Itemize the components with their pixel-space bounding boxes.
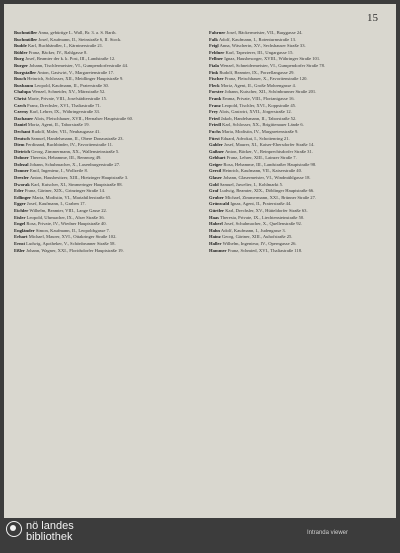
entry-name: Fahrner bbox=[209, 30, 226, 35]
entry-name: Hammer bbox=[209, 247, 227, 253]
entry-name: Dworak bbox=[14, 181, 30, 187]
entry-text: Moriz, Agent, II., Große Mohrengasse 4. bbox=[220, 82, 296, 88]
entry-name: Dobner bbox=[14, 155, 29, 161]
entry-text: Josef, Kaufmann, II., Steinstraße 6, II. Stock. bbox=[38, 36, 122, 42]
viewer-label: Intranda viewer bbox=[306, 530, 348, 536]
entry-text: Anton, Bäcker, V., Reinprechtsdorfer Straße 31. bbox=[224, 148, 313, 154]
entry-name: Graf bbox=[209, 188, 219, 194]
directory-entry bbox=[14, 208, 184, 214]
entry-text: Leopold, Uhrmacher, IX., Alser Straße 36. bbox=[26, 214, 105, 220]
entry-name: Gerstl bbox=[209, 168, 222, 174]
entry-text: Heinrich, Schlosser, XII., Meidlinger Hauptstraße 9. bbox=[27, 76, 124, 82]
entry-name: Egger bbox=[14, 201, 26, 207]
entry-text: Franz, Gärtner, XIX., Grinzinger Straße 14. bbox=[24, 188, 106, 194]
left-column bbox=[14, 30, 184, 254]
entry-text: Georg, Gärtner, XIII., Auhofstraße 25. bbox=[221, 234, 293, 240]
entry-text: Michael, Maurer, XVI., Ottakringer Straße 102. bbox=[28, 234, 117, 240]
directory-entry bbox=[209, 182, 379, 188]
entry-name: Geiger bbox=[209, 161, 223, 167]
directory-entry bbox=[14, 182, 184, 188]
directory-entry bbox=[14, 201, 184, 207]
entry-name: Budde bbox=[14, 43, 27, 49]
directory-entry bbox=[209, 248, 379, 254]
entry-name: Burgstaller bbox=[14, 69, 37, 75]
directory-entry bbox=[14, 149, 184, 155]
directory-entry bbox=[14, 175, 184, 181]
entry-name: Fischer bbox=[209, 76, 224, 82]
directory-entry bbox=[209, 215, 379, 221]
directory-entry bbox=[209, 43, 379, 49]
directory-entry bbox=[209, 70, 379, 76]
directory-entry bbox=[14, 63, 184, 69]
directory-entry bbox=[209, 142, 379, 148]
entry-name: Buchmüller bbox=[14, 30, 38, 35]
entry-text: Franz, Schmied, XVI., Thaliastraße 118. bbox=[227, 247, 303, 253]
entry-name: Buxbaum bbox=[14, 82, 34, 88]
directory-entry bbox=[14, 96, 184, 102]
directory-entry bbox=[14, 116, 184, 122]
entry-text: Johann, Tischlermeister, VI., Gumpendorferstraße 44. bbox=[29, 62, 129, 68]
entry-text: Johann, Kutscher, XII., Schönbrunner Straße 201. bbox=[224, 89, 317, 95]
entry-text: Alois, Fleischhauer, XVII., Hernalser Hauptstraße 60. bbox=[34, 115, 134, 121]
directory-entry bbox=[209, 109, 379, 115]
directory-entry bbox=[209, 155, 379, 161]
directory-entry bbox=[14, 76, 184, 82]
entry-name: Eßler bbox=[14, 247, 25, 253]
entry-text: Ignaz, Hausbesorger, XVIII., Währinger Straße 101. bbox=[224, 56, 321, 62]
directory-entry bbox=[209, 136, 379, 142]
directory-entry bbox=[209, 116, 379, 122]
entry-name: Czech bbox=[14, 102, 26, 108]
entry-text: Wenzel, Schneider, XV., Märzstraße 52. bbox=[31, 89, 106, 95]
directory-entry bbox=[14, 241, 184, 247]
directory-entry bbox=[209, 122, 379, 128]
entry-text: Wenzel, Schneidermeister, VI., Gumpendorfer Straße 78. bbox=[220, 62, 326, 68]
entry-name: Engel bbox=[14, 221, 26, 227]
entry-text: Adolf, Kaufmann, I., Rotenturmstraße 13. bbox=[218, 36, 297, 42]
entry-text: Josef, Kaufmann, I., Graben 17. bbox=[26, 201, 86, 207]
directory-entry bbox=[14, 30, 184, 36]
entry-text: Leopold, Kaufmann, II., Praterstraße 30. bbox=[34, 82, 109, 88]
entry-name: Grünwald bbox=[209, 201, 230, 207]
entry-name: Edlinger bbox=[14, 194, 32, 200]
directory-entry bbox=[14, 70, 184, 76]
directory-entry bbox=[209, 175, 379, 181]
entry-name: Gürtler bbox=[209, 208, 225, 214]
directory-entry bbox=[209, 195, 379, 201]
entry-name: Drexler bbox=[14, 175, 29, 181]
directory-entry bbox=[209, 162, 379, 168]
entry-text: Karl, Lehrer, IX., Währingerstraße 33. bbox=[29, 109, 100, 115]
entry-name: Fleck bbox=[209, 82, 220, 88]
directory-entry bbox=[14, 103, 184, 109]
entry-name: Christ bbox=[14, 95, 27, 101]
entry-text: Josef, Schuhmacher, X., Quellenstraße 92. bbox=[223, 221, 302, 227]
directory-entry bbox=[209, 129, 379, 135]
entry-text: Emil, Ingenieur, I., Wollzeile 8. bbox=[29, 168, 88, 174]
entry-name: Eisler bbox=[14, 214, 26, 220]
entry-name: Burger bbox=[14, 62, 29, 68]
entry-name: Hahn bbox=[209, 227, 220, 233]
page-number: 15 bbox=[367, 12, 378, 24]
entry-name: Daniel bbox=[14, 122, 27, 128]
entry-name: Fürst bbox=[209, 135, 220, 141]
entry-name: Engländer bbox=[14, 227, 35, 233]
entry-text: Karl, Kutscher, XI., Simmeringer Hauptstraße 88. bbox=[30, 181, 123, 187]
entry-name: Haas bbox=[209, 214, 219, 220]
entry-name: Busch bbox=[14, 76, 27, 82]
entry-text: Samuel, Handelsmann, II., Obere Donaustraße 23. bbox=[30, 135, 124, 141]
entry-name: Gold bbox=[209, 181, 219, 187]
entry-text: Alois, Gastwirt, XVII., Jörgerstraße 12. bbox=[219, 109, 292, 115]
entry-text: Anton, Hausbesitzer, XIII., Hietzinger Hauptstraße 3. bbox=[29, 175, 129, 181]
entry-text: Samuel, Juwelier, I., Kohlmarkt 5. bbox=[219, 181, 284, 187]
entry-name: Czerny bbox=[14, 109, 29, 115]
directory-entry bbox=[14, 248, 184, 254]
entry-text: Karl, Tapezierer, III., Ungargasse 15. bbox=[225, 49, 294, 55]
entry-name: Dolezal bbox=[14, 161, 29, 167]
entry-text: Anton, Gastwirt, V., Margaretenstraße 17. bbox=[37, 69, 115, 75]
entry-name: Dechant bbox=[14, 128, 31, 134]
directory-entry bbox=[209, 208, 379, 214]
scanned-page bbox=[4, 4, 396, 518]
entry-text: Emma, Private, VIII., Florianigasse 16. bbox=[222, 95, 295, 101]
entry-name: Friedl bbox=[209, 122, 221, 128]
directory-entry bbox=[14, 37, 184, 43]
entry-text: Johann, Wagner, XXI., Floridsdorfer Hauptstraße 19. bbox=[26, 247, 124, 253]
directory-entry bbox=[14, 89, 184, 95]
directory-entry bbox=[209, 83, 379, 89]
entry-text: Rosa, Hebamme, III., Landstraßer Hauptstraße 98. bbox=[223, 161, 317, 167]
directory-entry bbox=[209, 37, 379, 43]
directory-entry bbox=[14, 228, 184, 234]
directory-entry bbox=[209, 188, 379, 194]
entry-text: Eduard, Advokat, I., Schottenring 21. bbox=[220, 135, 290, 141]
logo-line-2: bibliothek bbox=[26, 531, 73, 543]
entry-text: Franz, Fleischhauer, X., Favoritenstraße 120. bbox=[224, 76, 308, 82]
entry-text: Johann, Glasermeister, VI., Windmühlgasse 18. bbox=[223, 175, 311, 181]
entry-name: Fiala bbox=[209, 62, 219, 68]
entry-name: Gruber bbox=[209, 194, 224, 200]
directory-entry bbox=[14, 56, 184, 62]
entry-name: Ernst bbox=[14, 241, 25, 246]
entry-name: Glaser bbox=[209, 175, 223, 181]
library-logo-icon bbox=[6, 521, 22, 537]
entry-name: Frank bbox=[209, 95, 222, 101]
entry-text: Georg, Zimmermann, XX., Wallensteinstraße 5. bbox=[31, 148, 120, 154]
directory-entry bbox=[209, 228, 379, 234]
entry-text: Rudolf, Maler, VII., Neubaugasse 41. bbox=[31, 128, 101, 134]
directory-entry bbox=[209, 96, 379, 102]
entry-name: Haberl bbox=[209, 221, 223, 227]
entry-name: Haller bbox=[209, 241, 222, 246]
entry-name: Buchmüller bbox=[14, 36, 38, 42]
entry-text: Ferdinand, Buchbinder, IV., Favoritenstraße 11. bbox=[25, 142, 114, 148]
library-logo[interactable] bbox=[6, 521, 74, 543]
entry-name: Feldner bbox=[209, 49, 225, 55]
entry-text: Franz, Drechsler, XVI., Thaliastraße 71. bbox=[27, 102, 101, 108]
entry-name: Gaßner bbox=[209, 148, 225, 154]
directory-entry bbox=[209, 89, 379, 95]
entry-name: Eder bbox=[14, 188, 24, 194]
directory-entry bbox=[14, 109, 184, 115]
directory-entry bbox=[209, 221, 379, 227]
entry-name: Burg bbox=[14, 56, 24, 62]
entry-text: Simon, Kaufmann, II., Leopoldsgasse 7. bbox=[35, 227, 110, 233]
directory-entry bbox=[14, 155, 184, 161]
directory-entry bbox=[209, 201, 379, 207]
entry-text: Rosa, Private, IV., Wiedner Hauptstraße 40. bbox=[26, 221, 107, 227]
directory-entry bbox=[14, 43, 184, 49]
logo-line-1: nö landes bbox=[26, 520, 74, 532]
entry-text: Anna, gebürtige L. Wall, Br. 3. a. S. Barth. bbox=[38, 30, 117, 35]
entry-name: Erhart bbox=[14, 234, 28, 240]
entry-name: Falk bbox=[209, 36, 218, 42]
entry-text: Theresia, Private, IX., Liechtensteinstraße 50. bbox=[220, 214, 305, 220]
directory-entry bbox=[209, 56, 379, 62]
entry-text: Ludwig, Apotheker, V., Schönbrunner Straße 58. bbox=[26, 241, 116, 246]
entry-text: Marie, Private, VIII., Josefstädterstraße 15. bbox=[27, 95, 108, 101]
entry-text: Maria, Modistin, VI., Mariahilferstraße 65. bbox=[32, 194, 112, 200]
directory-entry bbox=[14, 168, 184, 174]
directory-entry bbox=[209, 76, 379, 82]
entry-text: Johann, Schuhmacher, X., Laxenburgerstraße 27. bbox=[29, 161, 121, 167]
entry-name: Franz bbox=[209, 102, 221, 108]
directory-entry bbox=[14, 122, 184, 128]
entry-text: Ludwig, Beamter, XIX., Döblinger Hauptstraße 66. bbox=[219, 188, 315, 194]
directory-entry bbox=[14, 83, 184, 89]
entry-name: Bühler bbox=[14, 49, 28, 55]
entry-text: Franz, Lehrer, XIII., Lainzer Straße 7. bbox=[226, 155, 297, 161]
directory-entry bbox=[14, 221, 184, 227]
entry-name: Fellner bbox=[209, 56, 224, 62]
directory-entry bbox=[14, 162, 184, 168]
entry-text: Wilhelm, Beamter, VIII., Lange Gasse 22. bbox=[29, 208, 107, 214]
entry-name: Dachauer bbox=[14, 115, 34, 121]
entry-text: Theresia, Hebamme, III., Rennweg 49. bbox=[29, 155, 102, 161]
entry-name: Fink bbox=[209, 69, 219, 75]
directory-entry bbox=[14, 50, 184, 56]
directory-entry bbox=[14, 215, 184, 221]
entry-text: Karl, Drechsler, XV., Hütteldorfer Straße 63. bbox=[225, 208, 308, 214]
entry-name: Fried bbox=[209, 115, 220, 121]
directory-entry bbox=[14, 136, 184, 142]
entry-text: Moriz, Agent, II., Taborstraße 19. bbox=[27, 122, 90, 128]
entry-text: Jakob, Handelsmann, II., Taborstraße 52. bbox=[220, 115, 297, 121]
right-column bbox=[209, 30, 379, 254]
entry-name: Gebhart bbox=[209, 155, 226, 161]
entry-text: Leopold, Tischler, XVI., Koppstraße 45. bbox=[221, 102, 297, 108]
directory-entry bbox=[209, 103, 379, 109]
entry-name: Hainz bbox=[209, 234, 221, 240]
directory-entry bbox=[14, 142, 184, 148]
entry-name: Diem bbox=[14, 142, 25, 148]
directory-entry bbox=[209, 63, 379, 69]
entry-text: Karl, Buchhändler, I., Kärntnerstraße 21. bbox=[27, 43, 104, 49]
entry-text: Adolf, Kaufmann, I., Judengasse 3. bbox=[220, 227, 286, 233]
directory-entry bbox=[14, 234, 184, 240]
directory-entry bbox=[14, 188, 184, 194]
entry-name: Gabler bbox=[209, 142, 223, 148]
directory-entry bbox=[209, 50, 379, 56]
entry-name: Forster bbox=[209, 89, 224, 95]
entry-text: Rudolf, Beamter, IX., Porzellangasse 29. bbox=[219, 69, 295, 75]
entry-text: Heinrich, Kaufmann, VII., Kaiserstraße 40. bbox=[222, 168, 303, 174]
entry-name: Eichler bbox=[14, 208, 29, 214]
entry-name: Feigl bbox=[209, 43, 219, 49]
entry-text: Franz, Bäcker, IV., Rahlgasse 8. bbox=[28, 49, 88, 55]
viewer-footer bbox=[0, 518, 400, 553]
entry-name: Frey bbox=[209, 109, 219, 115]
directory-entry bbox=[209, 168, 379, 174]
entry-name: Fuchs bbox=[209, 128, 221, 134]
directory-entry bbox=[14, 195, 184, 201]
entry-text: Josef, Maurer, XI., Kaiser-Ebersdorfer Straße 14. bbox=[223, 142, 315, 148]
directory-entry bbox=[209, 241, 379, 247]
entry-name: Dietrich bbox=[14, 148, 31, 154]
entry-text: Karl, Schlosser, XX., Brigittenauer Lände 6. bbox=[222, 122, 304, 128]
entry-name: Donner bbox=[14, 168, 29, 174]
entry-name: Deutsch bbox=[14, 135, 30, 141]
entry-name: Chalupa bbox=[14, 89, 31, 95]
directory-entry bbox=[14, 129, 184, 135]
directory-entry bbox=[209, 30, 379, 36]
entry-text: Josef, Bäckermeister, VII., Burggasse 24. bbox=[226, 30, 303, 35]
entry-text: Anna, Wäscherin, XV., Sechshauser Straße 33. bbox=[219, 43, 306, 49]
entry-text: Wilhelm, Ingenieur, IV., Operngasse 26. bbox=[222, 241, 297, 246]
entry-text: Maria, Modistin, IV., Margaretenstraße 9. bbox=[221, 128, 299, 134]
directory-entry bbox=[209, 234, 379, 240]
entry-text: Ignaz, Agent, II., Praterstraße 44. bbox=[230, 201, 292, 207]
directory-entry bbox=[209, 149, 379, 155]
entry-text: Josef, Beamter der k. k. Post, III., Landstraße 12. bbox=[25, 56, 116, 62]
entry-text: Michael, Zimmermann, XXI., Brünner Straße 27. bbox=[224, 194, 317, 200]
